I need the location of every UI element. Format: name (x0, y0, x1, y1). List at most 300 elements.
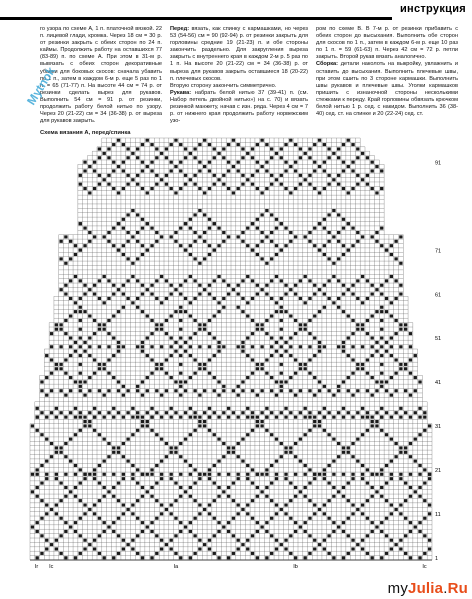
stitch-mark (375, 310, 378, 313)
stitch-mark (189, 152, 192, 155)
stitch-mark (55, 416, 58, 419)
stitch-mark (69, 460, 72, 463)
stitch-mark (308, 147, 311, 150)
stitch-mark (390, 547, 393, 550)
stitch-mark (275, 539, 278, 542)
stitch-mark (213, 499, 216, 502)
stitch-mark (117, 552, 120, 555)
stitch-mark (83, 504, 86, 507)
stitch-mark (237, 504, 240, 507)
stitch-mark (304, 530, 307, 533)
row-number-label: 91 (435, 160, 442, 167)
stitch-mark (380, 169, 383, 172)
stitch-mark (418, 407, 421, 410)
stitch-mark (107, 279, 110, 282)
stitch-mark (337, 306, 340, 309)
stitch-mark (289, 165, 292, 168)
stitch-mark (59, 451, 62, 454)
stitch-mark (337, 156, 340, 159)
stitch-mark (126, 147, 129, 150)
stitch-mark (414, 525, 417, 528)
stitch-mark (222, 174, 225, 177)
stitch-mark (126, 257, 129, 260)
stitch-mark (371, 376, 374, 379)
stitch-mark (88, 288, 91, 291)
stitch-mark (155, 147, 158, 150)
stitch-mark (270, 314, 273, 317)
stitch-mark (299, 411, 302, 414)
stitch-mark (117, 517, 120, 520)
stitch-mark (313, 376, 316, 379)
stitch-mark (179, 380, 182, 383)
stitch-mark (260, 424, 263, 427)
stitch-mark (150, 521, 153, 524)
stitch-mark (251, 279, 254, 282)
stitch-mark (122, 161, 125, 164)
stitch-mark (256, 244, 259, 247)
stitch-mark (155, 174, 158, 177)
stitch-mark (385, 433, 388, 436)
stitch-mark (222, 442, 225, 445)
stitch-mark (428, 424, 431, 427)
stitch-mark (74, 301, 77, 304)
stitch-mark (112, 521, 115, 524)
stitch-mark (270, 345, 273, 348)
stitch-mark (380, 556, 383, 559)
stitch-mark (237, 547, 240, 550)
stitch-mark (103, 323, 106, 326)
stitch-mark (208, 473, 211, 476)
stitch-mark (93, 407, 96, 410)
stitch-mark (428, 504, 431, 507)
stitch-mark (170, 376, 173, 379)
stitch-mark (294, 293, 297, 296)
stitch-mark (88, 424, 91, 427)
stitch-mark (260, 257, 263, 260)
stitch-mark (265, 358, 268, 361)
stitch-mark (141, 473, 144, 476)
stitch-mark (193, 499, 196, 502)
stitch-mark (284, 451, 287, 454)
stitch-mark (170, 284, 173, 287)
stitch-mark (45, 539, 48, 542)
stitch-mark (270, 213, 273, 216)
stitch-mark (112, 486, 115, 489)
stitch-mark (380, 319, 383, 322)
stitch-mark (141, 341, 144, 344)
stitch-mark (241, 240, 244, 243)
stitch-mark (79, 319, 82, 322)
stitch-mark (265, 468, 268, 471)
stitch-mark (337, 442, 340, 445)
stitch-mark (193, 552, 196, 555)
stitch-mark (337, 279, 340, 282)
stitch-mark (88, 508, 91, 511)
stitch-mark (241, 389, 244, 392)
stitch-mark (179, 227, 182, 230)
stitch-mark (79, 336, 82, 339)
stitch-mark (260, 191, 263, 194)
stitch-mark (418, 416, 421, 419)
stitch-mark (260, 420, 263, 423)
stitch-mark (222, 455, 225, 458)
stitch-mark (122, 253, 125, 256)
stitch-mark (294, 187, 297, 190)
stitch-mark (59, 323, 62, 326)
stitch-mark (150, 429, 153, 432)
stitch-mark (122, 345, 125, 348)
stitch-mark (208, 319, 211, 322)
stitch-mark (280, 222, 283, 225)
stitch-mark (361, 512, 364, 515)
stitch-mark (79, 354, 82, 357)
stitch-mark (313, 420, 316, 423)
stitch-mark (40, 464, 43, 467)
stitch-mark (390, 345, 393, 348)
stitch-mark (399, 293, 402, 296)
stitch-mark (428, 473, 431, 476)
stitch-mark (265, 319, 268, 322)
stitch-mark (313, 143, 316, 146)
stitch-mark (375, 490, 378, 493)
stitch-mark (284, 227, 287, 230)
stitch-mark (88, 314, 91, 317)
stitch-mark (69, 354, 72, 357)
stitch-mark (289, 314, 292, 317)
stitch-mark (198, 363, 201, 366)
stitch-mark (304, 152, 307, 155)
stitch-mark (265, 284, 268, 287)
stitch-mark (83, 380, 86, 383)
stitch-mark (55, 504, 58, 507)
stitch-mark (289, 345, 292, 348)
stitch-mark (217, 152, 220, 155)
stitch-mark (394, 332, 397, 335)
stitch-mark (170, 187, 173, 190)
stitch-mark (428, 539, 431, 542)
stitch-mark (414, 376, 417, 379)
stitch-mark (256, 424, 259, 427)
stitch-mark (280, 297, 283, 300)
stitch-mark (246, 407, 249, 410)
stitch-mark (83, 244, 86, 247)
stitch-mark (160, 539, 163, 542)
stitch-mark (270, 552, 273, 555)
stitch-mark (380, 306, 383, 309)
stitch-mark (103, 521, 106, 524)
stitch-mark (45, 416, 48, 419)
stitch-mark (299, 460, 302, 463)
stitch-mark (131, 178, 134, 181)
stitch-mark (141, 495, 144, 498)
stitch-mark (193, 332, 196, 335)
stitch-mark (237, 455, 240, 458)
stitch-mark (270, 464, 273, 467)
stitch-mark (222, 306, 225, 309)
stitch-mark (256, 394, 259, 397)
logo-part-1: my (387, 580, 409, 597)
row-number-label: 61 (435, 292, 442, 299)
stitch-mark (380, 336, 383, 339)
stitch-mark (117, 534, 120, 537)
stitch-mark (184, 222, 187, 225)
stitch-mark (318, 380, 321, 383)
stitch-mark (179, 169, 182, 172)
stitch-mark (189, 227, 192, 230)
stitch-mark (79, 363, 82, 366)
stitch-mark (227, 187, 230, 190)
stitch-mark (289, 534, 292, 537)
stitch-mark (208, 284, 211, 287)
stitch-mark (356, 328, 359, 331)
stitch-mark (74, 530, 77, 533)
row-number-label: 31 (435, 424, 442, 431)
stitch-mark (208, 512, 211, 515)
section-label: Ic (422, 564, 427, 570)
stitch-mark (79, 297, 82, 300)
logo-part-2: Julia (408, 580, 444, 597)
stitch-mark (217, 227, 220, 230)
stitch-mark (45, 473, 48, 476)
stitch-mark (313, 394, 316, 397)
stitch-mark (155, 367, 158, 370)
stitch-mark (174, 310, 177, 313)
stitch-mark (280, 543, 283, 546)
stitch-mark (83, 310, 86, 313)
stitch-mark (170, 451, 173, 454)
stitch-mark (55, 363, 58, 366)
stitch-mark (409, 556, 412, 559)
stitch-mark (160, 477, 163, 480)
stitch-mark (50, 543, 53, 546)
stitch-mark (88, 354, 91, 357)
stitch-mark (98, 433, 101, 436)
stitch-mark (375, 389, 378, 392)
stitch-mark (117, 411, 120, 414)
stitch-mark (347, 499, 350, 502)
stitch-mark (31, 490, 34, 493)
stitch-mark (165, 442, 168, 445)
stitch-mark (256, 143, 259, 146)
stitch-mark (69, 257, 72, 260)
stitch-mark (222, 183, 225, 186)
stitch-mark (150, 244, 153, 247)
stitch-mark (198, 420, 201, 423)
stitch-mark (399, 367, 402, 370)
stitch-mark (174, 191, 177, 194)
stitch-mark (251, 389, 254, 392)
stitch-mark (237, 293, 240, 296)
sleeves-heading: Рукава: (170, 89, 192, 96)
stitch-mark (189, 253, 192, 256)
stitch-mark (265, 262, 268, 265)
stitch-mark (112, 244, 115, 247)
stitch-mark (404, 534, 407, 537)
stitch-mark (294, 332, 297, 335)
stitch-mark (366, 517, 369, 520)
stitch-mark (174, 380, 177, 383)
stitch-mark (103, 460, 106, 463)
stitch-mark (418, 486, 421, 489)
stitch-mark (203, 363, 206, 366)
stitch-mark (165, 543, 168, 546)
stitch-mark (251, 332, 254, 335)
stitch-mark (198, 394, 201, 397)
stitch-mark (136, 147, 139, 150)
stitch-mark (380, 530, 383, 533)
stitch-mark (174, 411, 177, 414)
stitch-mark (227, 284, 230, 287)
stitch-mark (294, 143, 297, 146)
stitch-mark (131, 539, 134, 542)
stitch-mark (198, 547, 201, 550)
stitch-mark (184, 174, 187, 177)
stitch-mark (342, 187, 345, 190)
stitch-mark (418, 464, 421, 467)
stitch-mark (294, 530, 297, 533)
stitch-mark (280, 380, 283, 383)
stitch-mark (107, 297, 110, 300)
stitch-mark (332, 262, 335, 265)
stitch-mark (59, 411, 62, 414)
stitch-mark (246, 477, 249, 480)
stitch-mark (93, 358, 96, 361)
stitch-mark (208, 429, 211, 432)
stitch-mark (241, 411, 244, 414)
stitch-mark (361, 464, 364, 467)
stitch-mark (98, 174, 101, 177)
stitch-mark (404, 328, 407, 331)
row-number-label: 51 (435, 336, 442, 343)
stitch-mark (366, 389, 369, 392)
stitch-mark (385, 517, 388, 520)
stitch-mark (146, 389, 149, 392)
stitch-mark (404, 367, 407, 370)
stitch-mark (83, 187, 86, 190)
stitch-mark (318, 139, 321, 142)
stitch-mark (275, 473, 278, 476)
stitch-mark (351, 416, 354, 419)
stitch-mark (394, 508, 397, 511)
stitch-mark (45, 438, 48, 441)
stitch-mark (198, 161, 201, 164)
stitch-mark (361, 473, 364, 476)
stitch-mark (265, 293, 268, 296)
stitch-mark (146, 490, 149, 493)
stitch-mark (79, 183, 82, 186)
stitch-mark (380, 372, 383, 375)
stitch-mark (385, 389, 388, 392)
stitch-mark (332, 152, 335, 155)
stitch-mark (45, 477, 48, 480)
stitch-mark (117, 380, 120, 383)
stitch-mark (251, 183, 254, 186)
stitch-mark (141, 556, 144, 559)
stitch-mark (337, 411, 340, 414)
stitch-mark (69, 297, 72, 300)
stitch-mark (160, 460, 163, 463)
stitch-mark (275, 152, 278, 155)
stitch-mark (79, 411, 82, 414)
stitch-mark (155, 534, 158, 537)
stitch-mark (390, 301, 393, 304)
stitch-mark (390, 504, 393, 507)
stitch-mark (366, 482, 369, 485)
stitch-mark (179, 345, 182, 348)
stitch-mark (208, 293, 211, 296)
stitch-mark (112, 284, 115, 287)
stitch-mark (98, 183, 101, 186)
stitch-mark (237, 442, 240, 445)
stitch-mark (404, 411, 407, 414)
stitch-mark (265, 429, 268, 432)
stitch-mark (390, 438, 393, 441)
stitch-mark (208, 358, 211, 361)
stitch-mark (275, 512, 278, 515)
stitch-mark (131, 152, 134, 155)
stitch-mark (246, 547, 249, 550)
stitch-mark (103, 394, 106, 397)
stitch-mark (342, 169, 345, 172)
stitch-mark (174, 389, 177, 392)
stitch-mark (155, 328, 158, 331)
stitch-mark (294, 169, 297, 172)
stitch-mark (351, 539, 354, 542)
stitch-mark (237, 161, 240, 164)
stitch-mark (93, 429, 96, 432)
stitch-mark (313, 187, 316, 190)
stitch-mark (141, 284, 144, 287)
stitch-mark (284, 473, 287, 476)
stitch-mark (256, 367, 259, 370)
stitch-mark (50, 389, 53, 392)
stitch-mark (275, 178, 278, 181)
stitch-mark (418, 521, 421, 524)
stitch-mark (371, 284, 374, 287)
stitch-mark (155, 552, 158, 555)
stitch-mark (126, 156, 129, 159)
stitch-mark (304, 235, 307, 238)
stitch-mark (318, 288, 321, 291)
stitch-mark (227, 495, 230, 498)
stitch-mark (222, 240, 225, 243)
stitch-mark (414, 460, 417, 463)
stitch-mark (198, 504, 201, 507)
stitch-mark (399, 328, 402, 331)
stitch-mark (299, 174, 302, 177)
stitch-mark (423, 534, 426, 537)
stitch-mark (351, 504, 354, 507)
stitch-mark (404, 323, 407, 326)
stitch-mark (50, 411, 53, 414)
stitch-mark (404, 363, 407, 366)
stitch-mark (55, 328, 58, 331)
stitch-mark (270, 499, 273, 502)
stitch-mark (256, 328, 259, 331)
stitch-mark (399, 235, 402, 238)
stitch-mark (251, 416, 254, 419)
stitch-mark (270, 534, 273, 537)
stitch-mark (356, 363, 359, 366)
stitch-mark (208, 227, 211, 230)
stitch-mark (193, 156, 196, 159)
stitch-mark (237, 306, 240, 309)
stitch-mark (112, 495, 115, 498)
stitch-mark (366, 534, 369, 537)
stitch-mark (93, 169, 96, 172)
stitch-mark (122, 227, 125, 230)
stitch-mark (55, 367, 58, 370)
